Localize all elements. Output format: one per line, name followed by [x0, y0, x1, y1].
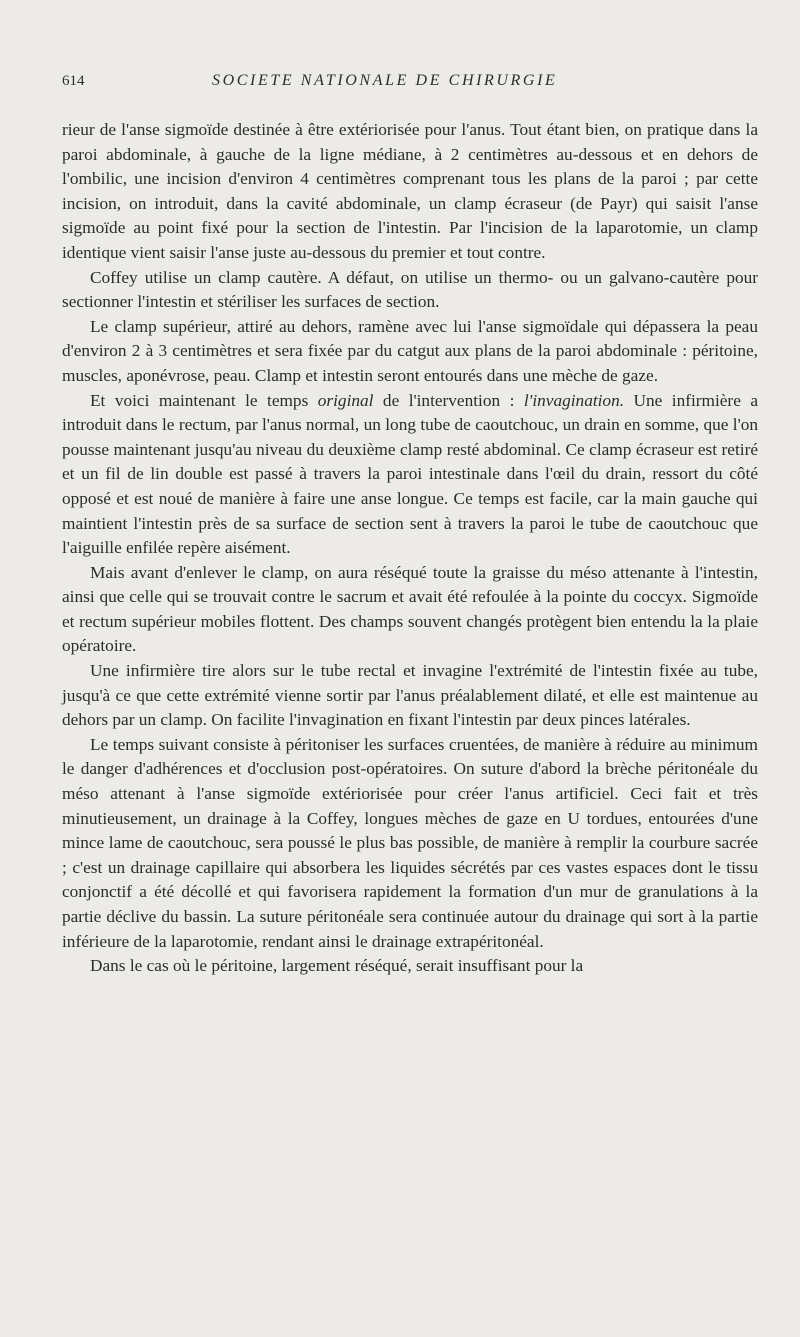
paragraph-7: Le temps suivant consiste à péritoniser les surfaces cruentées, de manière à réduire au minimum le danger d'adhérences et d'occlusion post-opératoires. On suture d'abord la brèche péritonéale du méso attenant à l'anse sigmoïde extériorisée pour créer l'anus artificiel. Ceci fait et très minutieusement, un drainage à la Coffey, longues mèches de gaze en U tordues, entourées d'une mince lame de caoutchouc, sera poussé le plus bas possible, de manière à remplir la courbure sacrée ; c'est un drainage capillaire qui absorbera les liquides sécrétés par ces vastes espaces dont le tissu conjonctif a été décollé et qui favorisera rapidement la formation d'un mur de granulations à la partie déclive du bassin. La suture péritonéale sera continuée autour du drainage qui sort à la partie inférieure de la laparotomie, rendant ainsi le drainage extrapéritonéal.	[62, 734, 758, 951]
paragraph-4-part-e: Une infirmière a introduit dans le rectum, par l'anus normal, un long tube de caoutchouc, un drain en somme, que l'on pousse maintenant jusqu'au niveau du deuxième clamp resté abdominal. Ce clamp écraseur est retiré et un fil de lin double est passé à travers la paroi intestinale dans l'œil du drain, ressort du côté opposé et est noué de manière à faire une anse longue. Ce temps est facile, car la main gauche qui maintient l'intestin près de sa surface de section sent à travers la paroi le tube de caoutchouc que l'aiguille enfilée repère aisément.	[62, 390, 758, 558]
paragraph-4-part-c: de l'intervention :	[373, 390, 524, 410]
paragraph-2: Coffey utilise un clamp cautère. A défaut, on utilise un thermo- ou un galvano-cautère pour sectionner l'intestin et stériliser les surfaces de section.	[62, 267, 758, 312]
emphasis-original: original	[317, 390, 374, 410]
body-text	[62, 118, 758, 979]
paragraph-8: Dans le cas où le péritoine, largement réséqué, serait insuffisant pour la	[90, 956, 584, 976]
paragraph-4	[62, 389, 758, 561]
emphasis-invagination: l'invagination.	[523, 390, 625, 410]
paragraph-5: Mais avant d'enlever le clamp, on aura réséqué toute la graisse du méso attenante à l'intestin, ainsi que celle qui se trouvait contre le sacrum et avait été refoulée à la pointe du coccyx. Sigmoïde et rectum supérieur mobiles flottent. Des champs souvent changés protègent bien entendu la la plaie opératoire.	[62, 562, 758, 656]
paragraph-1: rieur de l'anse sigmoïde destinée à être extériorisée pour l'anus. Tout étant bien, on pratique dans la paroi abdominale, à gauche de la ligne médiane, à 2 centimètres au-dessous et en dehors de l'ombilic, une incision d'environ 4 centimètres comprenant tous les plans de la paroi ; par cette incision, on introduit, dans la cavité abdominale, un clamp écraseur (de Payr) qui saisit l'anse sigmoïde au point fixé pour la section de l'intestin. Par l'incision de la laparotomie, un clamp identique vient saisir l'anse juste au-dessous du premier et tout contre.	[62, 120, 758, 262]
paragraph-4-part-a: Et voici maintenant le temps	[90, 390, 318, 410]
paragraph-3: Le clamp supérieur, attiré au dehors, ramène avec lui l'anse sigmoïdale qui dépassera la peau d'environ 2 à 3 centimètres et sera fixée par du catgut aux plans de la paroi abdominale : péritoine, muscles, aponévrose, peau. Clamp et intestin seront entourés dans une mèche de gaze.	[62, 316, 758, 385]
page-number: 614	[62, 73, 85, 89]
running-title: SOCIETE NATIONALE DE CHIRURGIE	[212, 72, 558, 89]
running-header	[62, 72, 758, 94]
paragraph-6: Une infirmière tire alors sur le tube rectal et invagine l'extrémité de l'intestin fixée au tube, jusqu'à ce que cette extrémité vienne sortir par l'anus préalablement dilaté, et elle est maintenue au dehors par un clamp. On facilite l'invagination en fixant l'intestin par deux pinces latérales.	[62, 661, 758, 730]
